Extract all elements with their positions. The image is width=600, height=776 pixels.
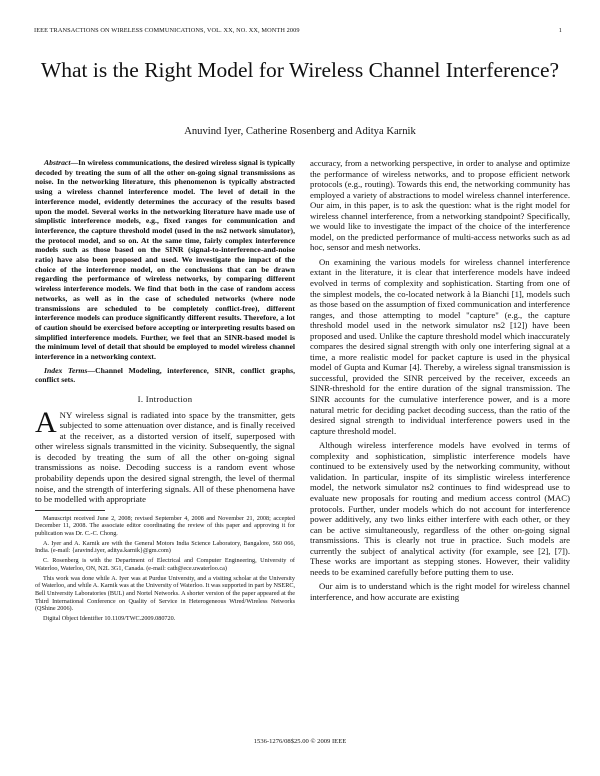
footnote: Digital Object Identifier 10.1109/TWC.2009.080720. <box>43 615 176 623</box>
intro-paragraph <box>35 405 295 505</box>
right-column <box>310 158 570 606</box>
page-number: 1 <box>558 27 562 34</box>
intro-text: NY wireless signal is radiated into space by the transmitter, gets subjected to some attenuation over distance, and is finally received at the receiver, as a distorted version of itself, superposed with other wireless signals transmitted in the vicinity. Subsequently, the signal is decoded by treating the sum of all the other on-going signal transmissions as noise. Decoding success is a random event whose probability depends upon the desired signal strength, the level of thermal noise, and the strength of interfering signals. All of these phenomena have to be modelled with appropriate <box>35 409 295 505</box>
body-paragraph: Although wireless interference models have evolved in terms of complexity and sophistication, simplistic interference models have continued to be extensively used by the networking community, without validation. In particular, inspite of its simplistic wireless interference model, the network simulator ns2 continues to find widespread use to evaluate new proposals for routing and medium access control (MAC) protocols. Further, under models which do not account for interference power additively, any two links either interfere with each other, or they can be active simultaneously, regardless of the other on-going signal transmissions. This is clearly not true in practice. Such models are currently the subject of analytical activity (for example, see [2], [7]). These works are important as stepping stones. However, their validity needs to be examined carefully before putting them to use. <box>310 440 570 577</box>
footnote: This work was done while A. Iyer was at Purdue University, and a visiting scholar at the University of Waterloo, and while A. Karnik was at the University of Waterloo. It was supported in part by NSERC, Bell University Laboratories (BUL) and Nortel Networks. A shorter version of the paper appeared at the Third International Conference on Quality of Service in Heterogeneous Wired/Wireless Networks (QShine 2006). <box>35 574 295 613</box>
footnotes <box>35 515 295 623</box>
footnote: A. Iyer and A. Karnik are with the General Motors India Science Laboratory, Bangalore, 560 066, India. (e-mail: {aravind.iyer, aditya.karnik}@gm.com) <box>35 539 295 555</box>
section-heading: I. Introduction <box>137 394 193 405</box>
index-terms-label: Index Terms <box>44 365 88 375</box>
abstract <box>35 158 295 362</box>
footnote: Manuscript received June 2, 2008; revised September 4, 2008 and November 21, 2008; accepted December 11, 2008. The associate editor coordinating the review of this paper and approving it for publication was Dr. C.-C. Chong. <box>35 514 295 538</box>
copyright-footer: 1536-1276/08$25.00 © 2009 IEEE <box>253 738 347 745</box>
body-paragraph: Our aim is to understand which is the right model for wireless channel interference, and how accurate are existing <box>310 581 570 602</box>
journal-line: IEEE TRANSACTIONS ON WIRELESS COMMUNICATIONS, VOL. XX, NO. XX, MONTH 2009 <box>34 27 300 34</box>
abstract-label: Abstract <box>44 158 71 167</box>
running-header <box>34 27 562 37</box>
index-terms <box>35 366 295 385</box>
drop-cap: A <box>35 405 57 439</box>
body-paragraph: On examining the various models for wireless channel interference extant in the literature, it is clear that interference models have indeed evolved in terms of complexity and sophistication. Starting from one of the simplest models, the co-located network à la Bianchi [1], models such as those based on the assumption of fixed communication and interference ranges, and those attempting to model "capture" (e.g., the capture threshold model used in the network simulator ns2 [12]) have been proposed and used. Unlike the capture threshold model which inaccurately compares the desired signal strength with only one interfering signal at a time, a more realistic model for packet capture is used in the physical model of Gupta and Kumar [4]. Thereby, a wireless signal transmission is successful, provided the SINR perceived by the receiver, exceeds an SINR-threshold for the entire duration of the signal transmission. The SINR accounts for the cumulative interference power, and is a more natural metric for deciding packet decoding success, than the ratio of the desired signal strength to individual interference powers used in the capture threshold model. <box>310 256 570 436</box>
paper-title: What is the Right Model for Wireless Channel Interference? <box>40 58 560 82</box>
body-paragraph: accuracy, from a networking perspective, in order to analyse and optimize the performance of wireless networks, and to propose efficient network protocols (e.g., routing). Towards this end, the networking community has employed a variety of abstractions to model wireless channel interference. Our aim, in this paper, is to ask the question: what is the right model for wireless channel interference, from a networking standpoint? Specifically, we would like to investigate the impact of the choice of the interference model, on the predicted performance of multi-access networks such as ad hoc, sensor and mesh networks. <box>310 158 570 253</box>
left-column <box>35 158 295 625</box>
author-list: Anuvind Iyer, Catherine Rosenberg and Aditya Karnik <box>184 126 416 137</box>
abstract-text: —In wireless communications, the desired wireless signal is typically decoded by treating the sum of all the other on-going signal transmissions as noise. In the networking literature, this phenomenon is typically abstracted using a wireless channel interference model. The level of detail in the interference model, evidently determines the accuracy of the results based upon the model. Several works in the networking literature have made use of simplistic interference models, e.g., fixed ranges for communication and interference, the capture threshold model (used in the ns2 network simulator), the protocol model, and so on. At the same time, fairly complex interference models such as those based on the SINR (signal-to-interference-and-noise ratio) have also been proposed and used. We investigate the impact of the choice of the interference model, on the conclusions that can be drawn regarding the performance of wireless networks, by comparing different wireless interference models. We find that both in the case of random access networks, as well as in the case of scheduled networks (where node transmissions are scheduled to be completely conflict-free), different interference models can produce significantly different results. Therefore, a lot of caution should be exercised before accepting or interpreting results based on simplified interference models. Further, we feel that an SINR-based model is the minimum level of detail that should be employed to model wireless channel interference in a networking context. <box>35 158 295 362</box>
footnote: C. Rosenberg is with the Department of Electrical and Computer Engineering, University of Waterloo, Waterloo, ON, N2L 3G1, Canada. (e-mail: cath@ece.uwaterloo.ca) <box>35 557 295 572</box>
footnote-rule <box>35 510 105 511</box>
index-terms-text: —Channel Modeling, interference, SINR, conflict graphs, conflict sets. <box>35 365 295 385</box>
